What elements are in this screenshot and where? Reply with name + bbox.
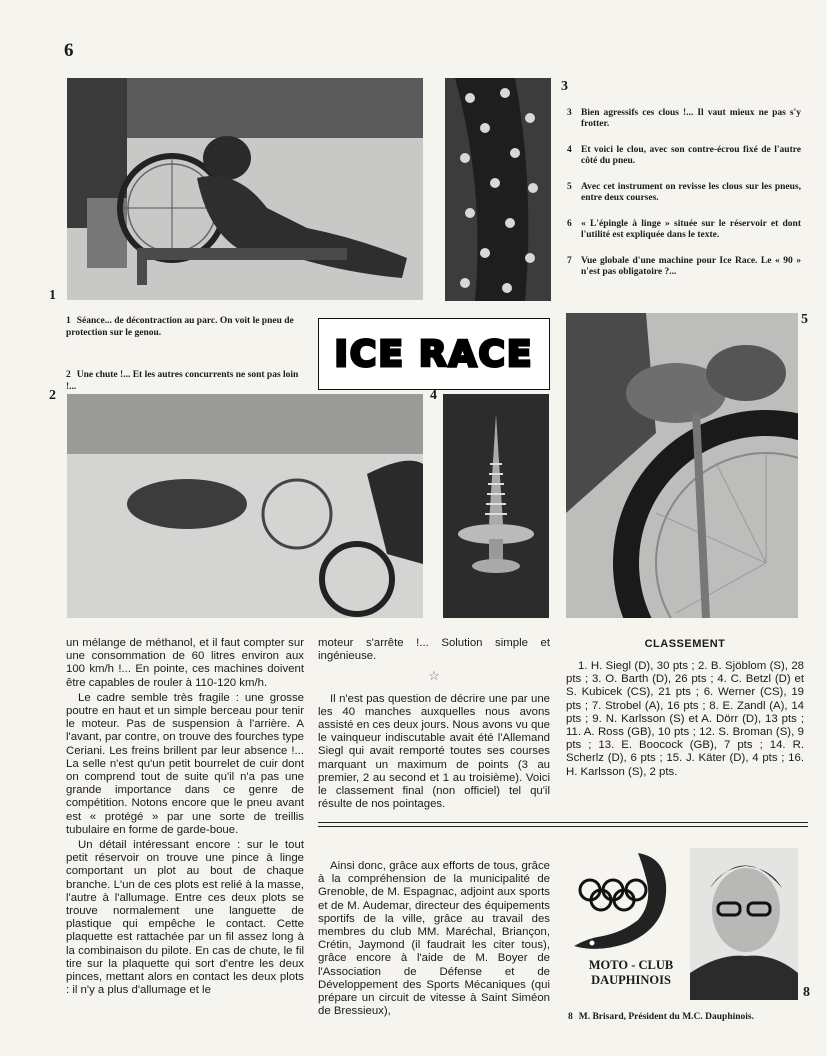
photo-studded-tire — [445, 78, 551, 301]
ice-race-title — [318, 318, 550, 390]
paragraph: 1. H. Siegl (D), 30 pts ; 2. B. Sjöblom (S), 28 pts ; 3. O. Barth (D), 26 pts ; 4. C. Betzl (D) et S. Kubicek (CS), 21 pts ; 6. Werner (CS), 19 pts ; 7. Strobel (A), 16 pts ; 8. E. Zandl (A), 14 pts ; 9. N. Karlsson (S) et A. Dörr (D), 13 pts ; 11. A. Ross (GB), 10 pts ; 12. S. Broman (S), 9 pts ; 13. E. Boocock (GB), 7 pts ; 14. R. Scherlz (D), 6 pts ; 15. J. Käter (D), 4 pts ; 16. H. Karlsson (S), 2 pts. — [566, 660, 804, 778]
paragraph: Un détail intéressant encore : sur le tout petit réservoir on trouve une pince à linge comportant un plot au bout de chaque branche. L'un de ces plots est relié à la masse, l'autre à l'allumage. Entre ces deux plots se trouve normalement une languette de plastique qui empêche le contact. Cette plaquette est rattachée par un fil assez long à la combinaison du pilote. En cas de chute, le fil tire sur la plaquette qui sort d'entre les deux pinces, mettant alors en contact les deux plots : il n'y a plus d'allumage et le — [66, 839, 304, 997]
page-number: 6 — [64, 40, 74, 61]
moto-club-logo — [568, 848, 690, 960]
title-word-race: RACE — [418, 333, 534, 375]
figure-number-3: 3 — [561, 79, 568, 94]
caption-8: 8 M. Brisard, Président du M.C. Dauphinois. — [568, 1012, 754, 1022]
article-bottom-column — [318, 860, 550, 1020]
star-separator: ☆ — [428, 668, 440, 684]
photo-crash — [67, 394, 423, 618]
title-word-ice: ICE — [334, 333, 405, 375]
divider-rule — [318, 826, 808, 827]
photo-stud-tool — [566, 313, 798, 618]
figure-number-8: 8 — [803, 985, 810, 1000]
photo-rider-resting — [67, 78, 423, 300]
paragraph: Ainsi donc, grâce aux efforts de tous, grâce à la compréhension de la municipalité de Grenoble, de M. Espagnac, adjoint aux sports et de M. Audemar, directeur des équipements sportifs de la ville, grâce au travail des membres du club MM. Maréchal, Briançon, Crétin, Jaymond (il faudrait les citer tous), grâce encore à l'aide de M. Boyer de l'Association de Défense et de Développement des Sports Mécaniques (qui prépare un circuit de vitesse à Saint Siméon de Bressieux), — [318, 860, 550, 1018]
caption-1: 1 Séance... de décontraction au parc. On voit le pneu de protection sur le genou. — [66, 316, 294, 338]
caption-2: 2 Une chute !... Et les autres concurrents ne sont pas loin !... — [66, 370, 299, 392]
paragraph: Le cadre semble très fragile : une grosse poutre en haut et un simple berceau pour tenir le moteur. Pas de suspension à l'arrière. A l'avant, par contre, on trouve des fourches type Ceriani. Les freins brillent par leur absence !... La selle n'est qu'un petit bourrelet de cuir dont on comprend tout de suite qu'il n'a pas une grande importance dans ce genre de compétition. Notons encore que le pneu avant est « protégé » par une sorte de treillis tubulaire en forme de garde-boue. — [66, 691, 304, 836]
paragraph: Il n'est pas question de décrire une par une les 40 manches auxquelles nous avons assisté en ces deux jours. Nous avons vu que le vainqueur indiscutable avait été l'Allemand Siegl qui avait remporté toutes ses courses marquant un maximum de points (3 au premier, 2 au second et 1 au troisième). Voici le classement final (non officiel) tel qu'il résulte de nos pointages. — [318, 692, 550, 811]
photo-president-portrait — [690, 848, 798, 1000]
figure-number-2: 2 — [49, 388, 56, 403]
caption-item: 7 Vue globale d'une machine pour Ice Race. Le « 90 » n'est pas obligatoire ?... — [567, 256, 801, 277]
classement-results — [566, 660, 804, 781]
figure-number-5: 5 — [801, 312, 808, 327]
captions-right — [567, 108, 801, 293]
divider-rule — [318, 822, 808, 823]
photo-stud-closeup — [443, 394, 549, 618]
paragraph: moteur s'arrête !... Solution simple et ingénieuse. — [318, 637, 550, 663]
caption-item: 6 « L'épingle à linge » située sur le réservoir et dont l'utilité est expliquée dans le texte. — [567, 219, 801, 240]
moto-club-name: MOTO - CLUB DAUPHINOIS — [588, 958, 674, 987]
caption-item: 4 Et voici le clou, avec son contre-écrou fixé de l'autre côté du pneu. — [567, 145, 801, 166]
caption-item: 5 Avec cet instrument on revisse les clous sur les pneus, entre deux courses. — [567, 182, 801, 203]
figure-number-1: 1 — [49, 288, 56, 303]
figure-number-4: 4 — [430, 388, 437, 403]
classement-heading: CLASSEMENT — [644, 638, 726, 650]
paragraph: un mélange de méthanol, et il faut compter sur une consommation de 60 litres environ aux 100 km/h !... En pointe, ces machines doivent être capables de rouler à 110-120 km/h. — [66, 637, 304, 689]
article-column-1 — [66, 637, 304, 999]
olympic-rings-icon — [580, 880, 646, 910]
article-column-2 — [318, 637, 550, 813]
caption-item: 3 Bien agressifs ces clous !... Il vaut mieux ne pas s'y frotter. — [567, 108, 801, 129]
